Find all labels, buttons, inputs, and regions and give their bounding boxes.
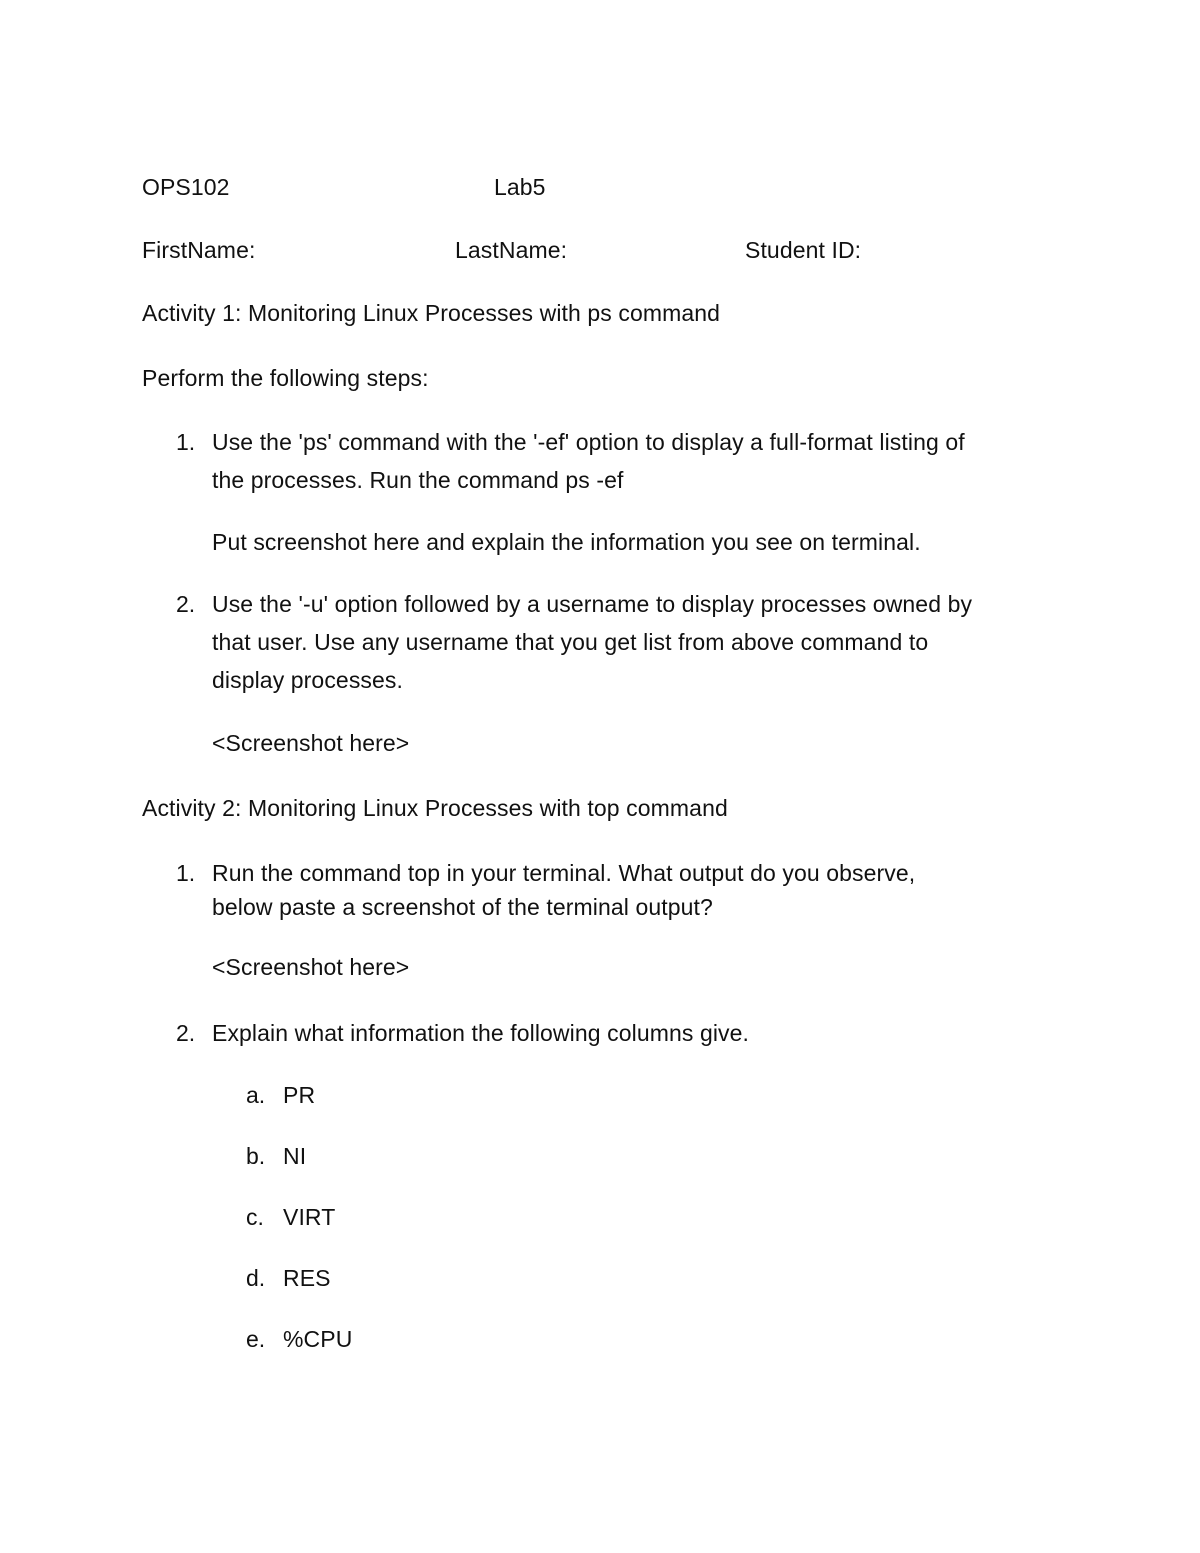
step-text-line: Explain what information the following columns give.	[212, 1020, 750, 1046]
list-letter: a.	[246, 1082, 266, 1108]
course-code: OPS102	[142, 174, 230, 200]
screenshot-placeholder: <Screenshot here>	[212, 730, 410, 756]
list-letter: e.	[246, 1326, 266, 1352]
activity1-title: Activity 1: Monitoring Linux Processes with ps command	[142, 300, 721, 326]
list-item: VIRT	[283, 1204, 336, 1230]
list-item: %CPU	[283, 1326, 353, 1352]
activity1-intro: Perform the following steps:	[142, 365, 429, 391]
step-text-line: display processes.	[212, 667, 403, 693]
first-name-label: FirstName:	[142, 237, 256, 263]
list-letter: d.	[246, 1265, 266, 1291]
step-text-line: below paste a screenshot of the terminal output?	[212, 894, 713, 920]
list-letter: b.	[246, 1143, 266, 1169]
step-number: 2.	[176, 1020, 196, 1046]
step-text-line: Use the 'ps' command with the '-ef' option to display a full-format listing of	[212, 429, 965, 455]
last-name-label: LastName:	[455, 237, 568, 263]
list-item: RES	[283, 1265, 331, 1291]
step-number: 2.	[176, 591, 196, 617]
step-number: 1.	[176, 429, 196, 455]
lab-title: Lab5	[494, 174, 546, 200]
list-item: NI	[283, 1143, 307, 1169]
step-text-line: Use the '-u' option followed by a username to display processes owned by	[212, 591, 973, 617]
list-item: PR	[283, 1082, 316, 1108]
step-text-line: the processes. Run the command ps -ef	[212, 467, 624, 493]
list-letter: c.	[246, 1204, 264, 1230]
screenshot-placeholder: <Screenshot here>	[212, 954, 410, 980]
student-id-label: Student ID:	[745, 237, 862, 263]
step-text-line: Run the command top in your terminal. What output do you observe,	[212, 860, 916, 886]
activity2-title: Activity 2: Monitoring Linux Processes with top command	[142, 795, 728, 821]
step-note: Put screenshot here and explain the information you see on terminal.	[212, 529, 921, 555]
step-text-line: that user. Use any username that you get list from above command to	[212, 629, 929, 655]
step-number: 1.	[176, 860, 196, 886]
